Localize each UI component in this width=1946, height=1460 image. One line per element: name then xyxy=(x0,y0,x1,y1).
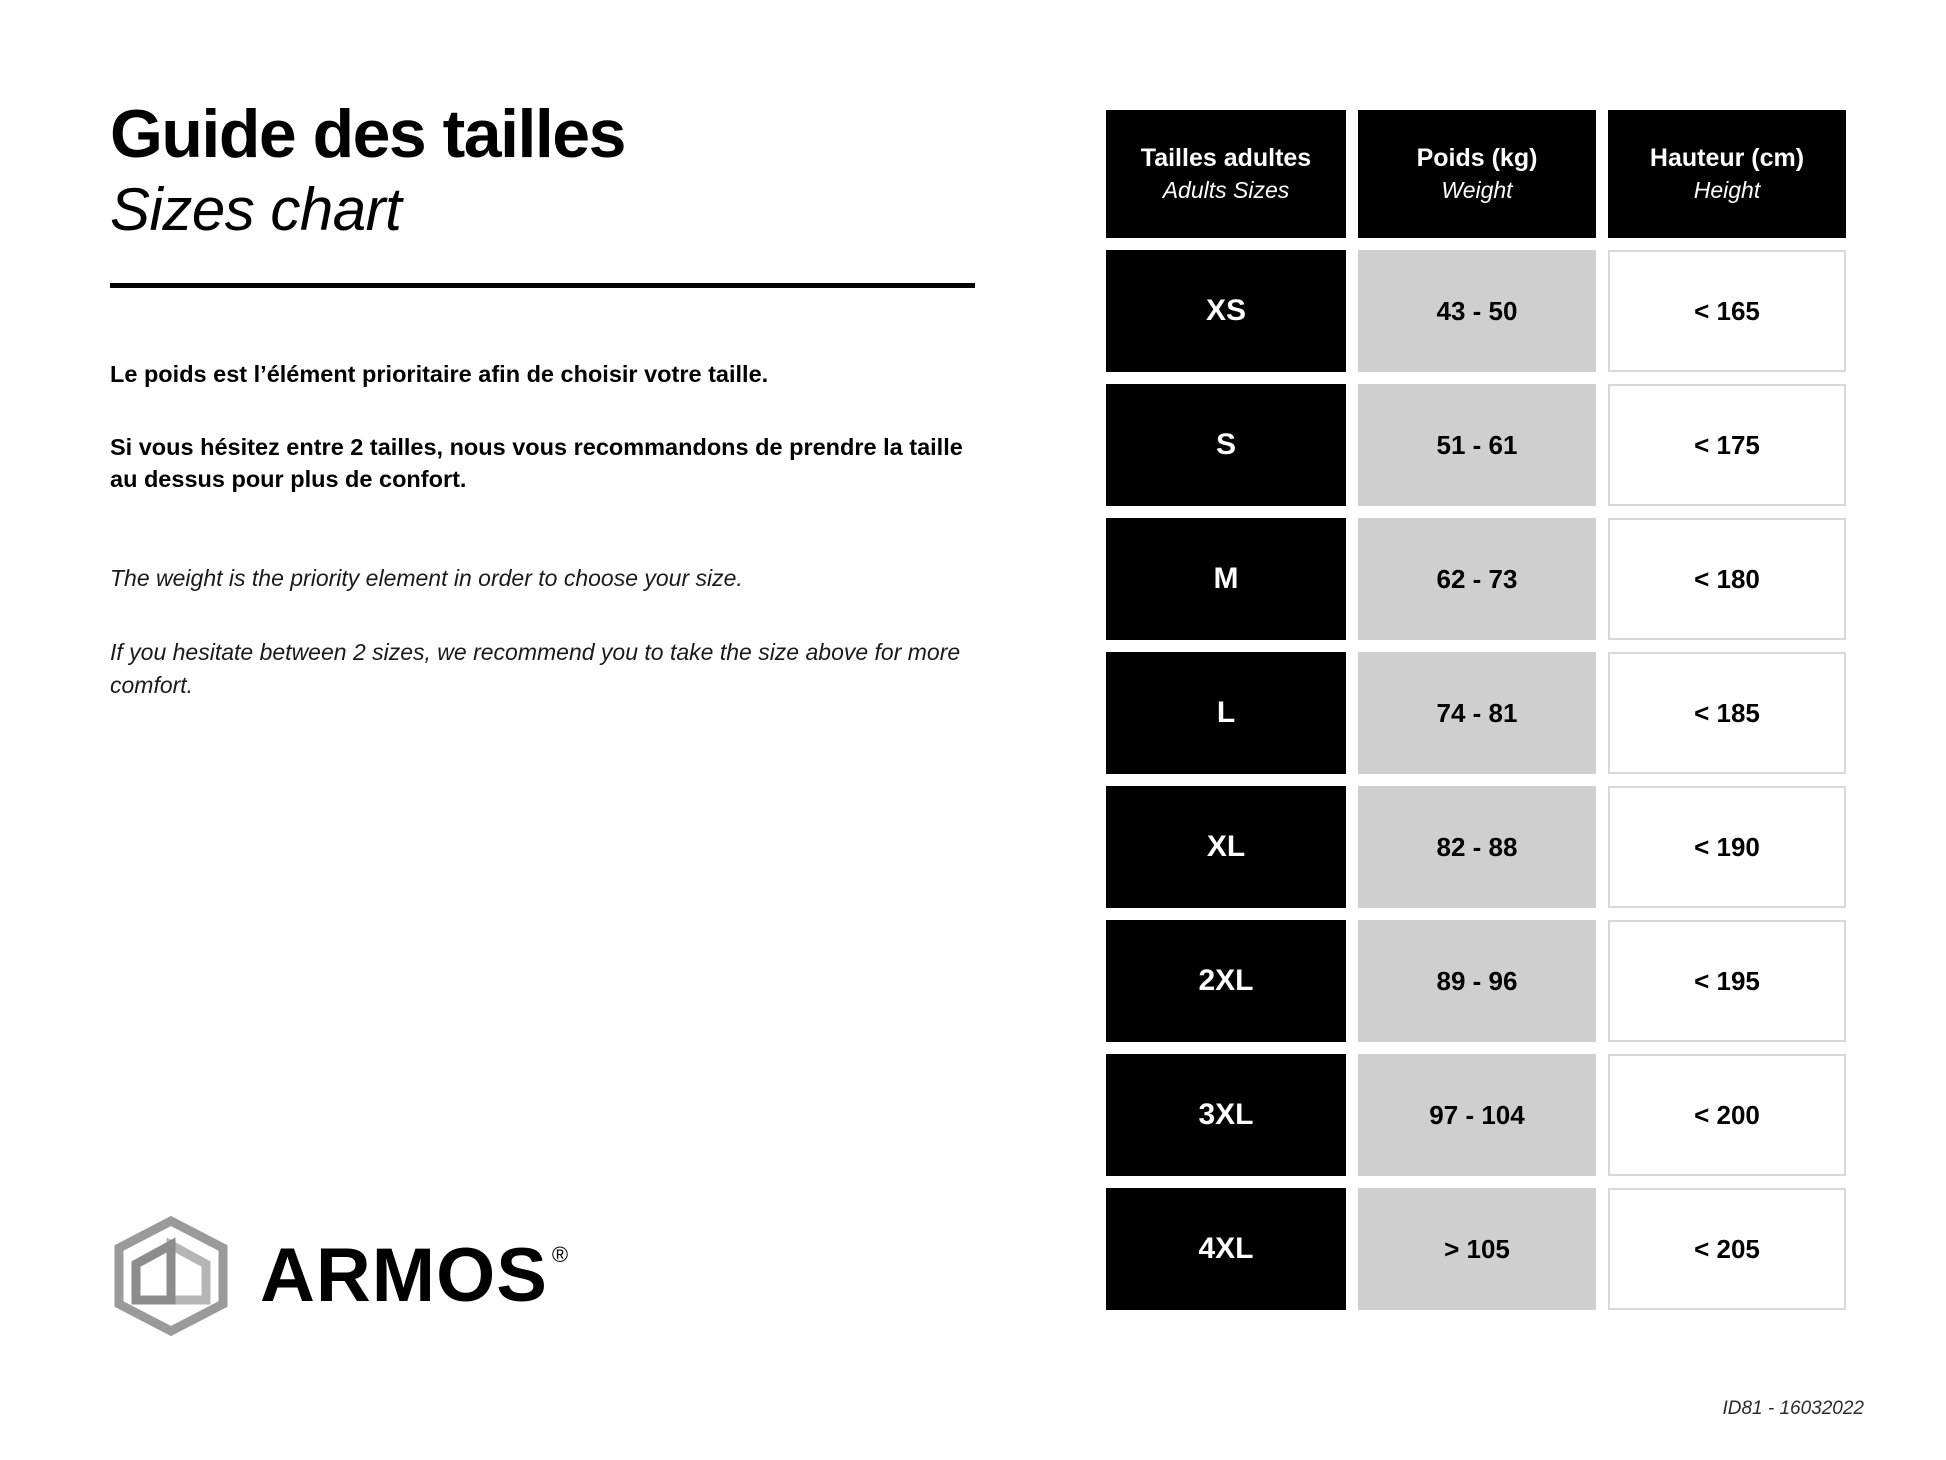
table-header-size xyxy=(1106,110,1346,238)
header-size-en: Adults Sizes xyxy=(1162,177,1290,204)
document-code: ID81 - 16032022 xyxy=(1722,1398,1864,1419)
table-header-row xyxy=(1106,110,1846,238)
cell-weight: 97 - 104 xyxy=(1358,1054,1596,1176)
header-height-en: Height xyxy=(1693,177,1761,204)
cell-height: < 180 xyxy=(1608,518,1846,640)
cell-weight: 74 - 81 xyxy=(1358,652,1596,774)
cell-height: < 185 xyxy=(1608,652,1846,774)
cell-height: < 195 xyxy=(1608,920,1846,1042)
table-row xyxy=(1106,652,1846,774)
brand-name xyxy=(260,1233,570,1318)
cell-size: XL xyxy=(1106,786,1346,908)
header-weight-en: Weight xyxy=(1441,177,1513,204)
cell-size: M xyxy=(1106,518,1346,640)
note-en-1: The weight is the priority element in order to choose your size. xyxy=(110,564,743,591)
cell-weight: 62 - 73 xyxy=(1358,518,1596,640)
table-row xyxy=(1106,384,1846,506)
header-weight-fr: Poids (kg) xyxy=(1416,144,1538,173)
cell-size: S xyxy=(1106,384,1346,506)
table-row xyxy=(1106,250,1846,372)
note-fr-2: Si vous hésitez entre 2 tailles, nous vous recommandons de prendre la taille au dessus pour plus de confort. xyxy=(110,433,963,493)
note-en-2: If you hesitate between 2 sizes, we recommend you to take the size above for more comfort. xyxy=(110,639,961,698)
cell-size: 3XL xyxy=(1106,1054,1346,1176)
header-height-fr: Hauteur (cm) xyxy=(1649,144,1805,173)
table-row xyxy=(1106,518,1846,640)
table-row xyxy=(1106,920,1846,1042)
cell-weight: 51 - 61 xyxy=(1358,384,1596,506)
table-header-height xyxy=(1608,110,1846,238)
cell-size: L xyxy=(1106,652,1346,774)
cell-weight: > 105 xyxy=(1358,1188,1596,1310)
registered-mark: ® xyxy=(551,1242,570,1267)
cell-height: < 175 xyxy=(1608,384,1846,506)
intro-section xyxy=(110,96,990,702)
note-fr-1: Le poids est l’élément prioritaire afin de choisir votre taille. xyxy=(110,361,769,388)
cell-size: 2XL xyxy=(1106,920,1346,1042)
page-title-fr: Guide des tailles xyxy=(110,96,625,172)
cell-weight: 89 - 96 xyxy=(1358,920,1596,1042)
table-header-weight xyxy=(1358,110,1596,238)
title-divider xyxy=(110,283,975,288)
cell-weight: 82 - 88 xyxy=(1358,786,1596,908)
table-row xyxy=(1106,1188,1846,1310)
page-title-en: Sizes chart xyxy=(110,176,402,244)
cell-height: < 165 xyxy=(1608,250,1846,372)
header-size-fr: Tailles adultes xyxy=(1140,144,1312,173)
cell-height: < 205 xyxy=(1608,1188,1846,1310)
table-row xyxy=(1106,786,1846,908)
hexagon-logo-icon xyxy=(110,1215,232,1337)
brand-name-text: ARMOS xyxy=(260,1233,548,1318)
cell-height: < 190 xyxy=(1608,786,1846,908)
table-row xyxy=(1106,1054,1846,1176)
sizes-table xyxy=(1106,110,1846,1322)
cell-size: 4XL xyxy=(1106,1188,1346,1310)
cell-weight: 43 - 50 xyxy=(1358,250,1596,372)
brand-logo xyxy=(110,1215,570,1337)
cell-size: XS xyxy=(1106,250,1346,372)
cell-height: < 200 xyxy=(1608,1054,1846,1176)
